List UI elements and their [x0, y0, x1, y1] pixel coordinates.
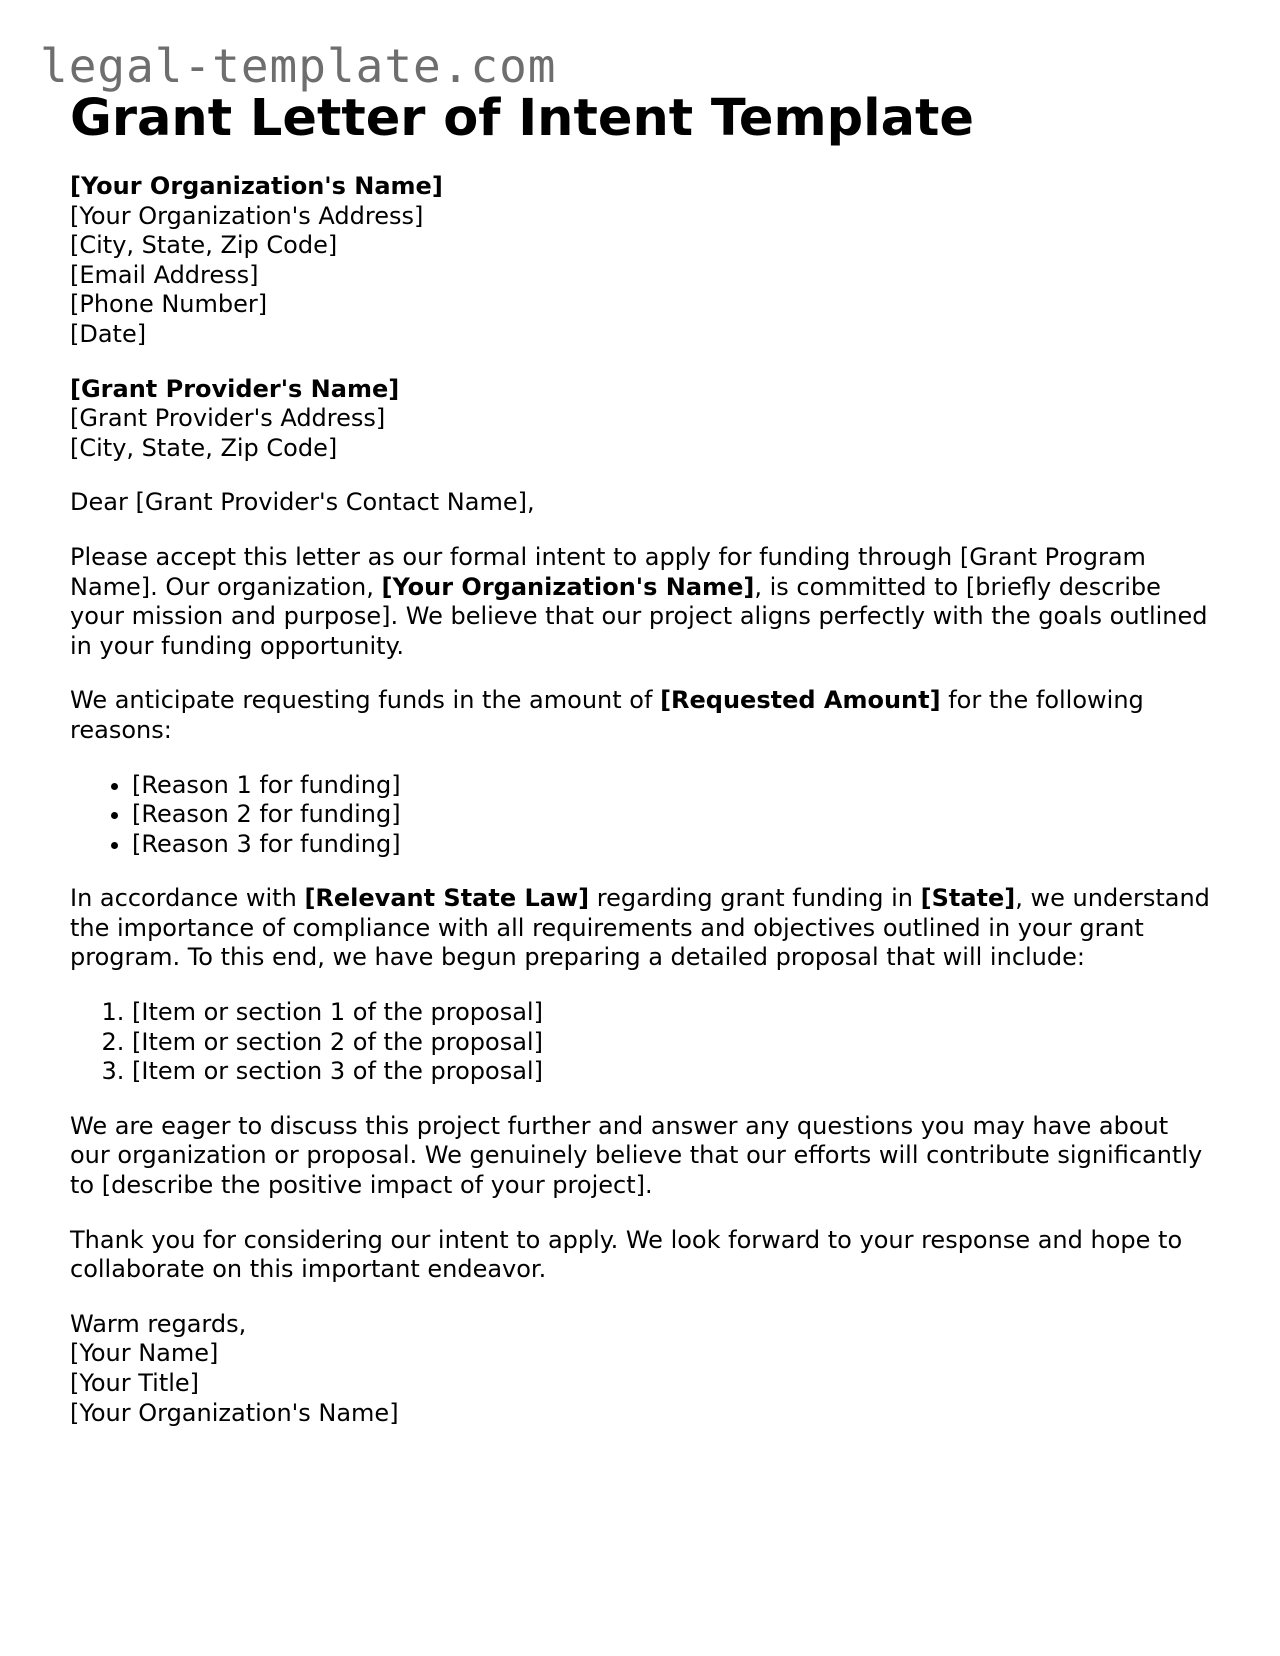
sender-city-state-zip: [City, State, Zip Code] [70, 231, 338, 260]
signer-title: [Your Title] [70, 1369, 200, 1397]
intent-text-2: , is committed to [briefly describe your mission and purpose]. We believe that our project aligns perfectly with the goals outlined in your funding opportunity. [70, 572, 1208, 660]
list-item: 3. [Item or section 3 of the proposal] [132, 1057, 1210, 1087]
list-item: • [Reason 1 for funding] [132, 771, 1210, 801]
sender-phone: [Phone Number] [70, 290, 268, 319]
site-watermark: legal-template.com [40, 39, 557, 93]
relevant-state-law: [Relevant State Law] [304, 884, 590, 913]
list-item: • [Reason 3 for funding] [132, 830, 1210, 860]
recipient-address: [Grant Provider's Address] [70, 404, 386, 433]
funding-text-2: for the following reasons: [70, 686, 1144, 744]
funding-paragraph [70, 686, 1210, 745]
letter-date: [Date] [70, 319, 147, 348]
signoff-text: Warm regards, [70, 1309, 247, 1338]
state-name: [State] [920, 884, 1016, 913]
intent-org-name: [Your Organization's Name] [381, 572, 755, 601]
intent-text-1: Please accept this letter as our formal intent to apply for funding through [Grant Program Name]. Our organization, [70, 542, 1146, 601]
compliance-text-2: regarding grant funding in [589, 884, 921, 913]
list-item: 1. [Item or section 1 of the proposal] [132, 998, 1210, 1028]
recipient-address-block [70, 375, 1210, 464]
list-item: • [Reason 2 for funding] [132, 800, 1210, 830]
funding-text-1: We anticipate requesting funds in the amount of [70, 686, 661, 715]
page-title: Grant Letter of Intent Template [70, 89, 975, 148]
compliance-paragraph [70, 884, 1210, 973]
salutation [70, 488, 1210, 518]
compliance-text-1: In accordance with [70, 884, 305, 913]
sender-address-block [70, 172, 1210, 350]
reasons-list [70, 771, 1210, 860]
sender-email: [Email Address] [70, 260, 259, 289]
proposal-items-list [70, 998, 1210, 1087]
requested-amount: [Requested Amount] [660, 686, 941, 715]
letter-document [70, 86, 1210, 1428]
thanks-text: Thank you for considering our intent to apply. We look forward to your response and hope to collaborate on this important endeavor. [70, 1225, 1183, 1284]
signature-block [70, 1310, 1210, 1428]
compliance-text-3: , we understand the importance of compliance with all requirements and objectives outlined in your grant program. To this end, we have begun preparing a detailed proposal that will include: [70, 884, 1210, 972]
signer-name: [Your Name] [70, 1339, 219, 1368]
list-item: 2. [Item or section 2 of the proposal] [132, 1028, 1210, 1058]
sender-address: [Your Organization's Address] [70, 201, 424, 230]
discussion-paragraph [70, 1112, 1210, 1201]
recipient-city-state-zip: [City, State, Zip Code] [70, 433, 338, 462]
signer-org: [Your Organization's Name] [70, 1398, 399, 1427]
salutation-text: Dear [Grant Provider's Contact Name], [70, 488, 535, 517]
thanks-paragraph [70, 1226, 1210, 1285]
sender-org-name: [Your Organization's Name] [70, 172, 443, 200]
recipient-name: [Grant Provider's Name] [70, 374, 400, 403]
discussion-text: We are eager to discuss this project further and answer any questions you may have about our organization or proposal. We genuinely believe that our efforts will contribute significantly to [describe the positive impact of your project]. [70, 1111, 1203, 1200]
intent-paragraph [70, 543, 1210, 661]
